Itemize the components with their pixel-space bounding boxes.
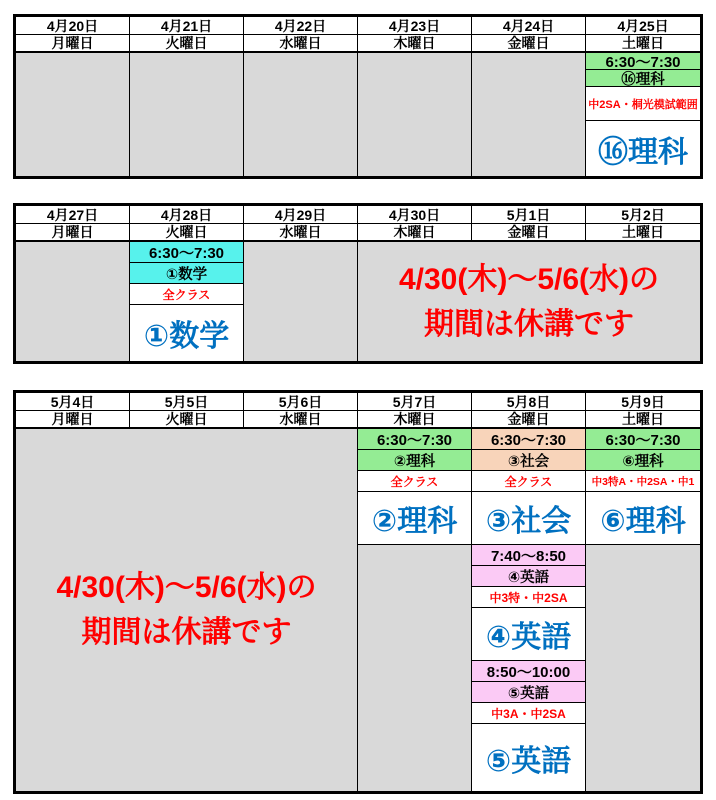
class-note-cell: 全クラス xyxy=(472,471,585,492)
class-note-cell: 全クラス xyxy=(358,471,471,492)
class-note-cell: 中2SA・桐光模試範囲 xyxy=(586,87,700,121)
weekday-row xyxy=(16,224,700,242)
week-table-3 xyxy=(13,390,703,794)
empty-remainder-cell xyxy=(358,545,471,791)
date-cell: 4月24日 xyxy=(472,17,586,35)
time-cell: 7:40〜8:50 xyxy=(472,545,585,566)
saturday-lesson-column xyxy=(586,53,700,176)
subject-large-cell: ④英語 xyxy=(472,608,585,661)
subject-cell: ⑯理科 xyxy=(586,70,700,87)
date-cell: 5月4日 xyxy=(16,393,130,411)
saturday-lesson-column xyxy=(586,429,700,791)
dow-cell: 月曜日 xyxy=(16,35,130,53)
friday-lesson-column xyxy=(472,429,586,791)
date-cell: 4月23日 xyxy=(358,17,472,35)
empty-day-column xyxy=(358,53,472,176)
date-cell: 4月21日 xyxy=(130,17,244,35)
empty-day-column xyxy=(244,53,358,176)
empty-day-column xyxy=(472,53,586,176)
subject-large-cell: ①数学 xyxy=(130,305,243,361)
date-cell: 4月29日 xyxy=(244,206,358,224)
empty-day-column xyxy=(16,53,130,176)
week-body xyxy=(16,53,700,176)
tuesday-lesson-column xyxy=(130,242,244,361)
date-cell: 4月28日 xyxy=(130,206,244,224)
date-row xyxy=(16,393,700,411)
week-table-1 xyxy=(13,14,703,179)
subject-cell: ③社会 xyxy=(472,450,585,471)
subject-cell: ①数学 xyxy=(130,263,243,284)
date-cell: 4月30日 xyxy=(358,206,472,224)
closure-notice xyxy=(16,429,358,791)
time-cell: 6:30〜7:30 xyxy=(130,242,243,263)
time-cell: 6:30〜7:30 xyxy=(358,429,471,450)
empty-day-column xyxy=(16,242,130,361)
empty-day-column xyxy=(244,242,358,361)
subject-cell: ⑤英語 xyxy=(472,682,585,703)
date-cell: 5月5日 xyxy=(130,393,244,411)
weekday-row xyxy=(16,35,700,53)
weekday-row xyxy=(16,411,700,429)
week-body xyxy=(16,429,700,791)
closure-notice-line2: 期間は休講です xyxy=(81,616,292,649)
dow-cell: 月曜日 xyxy=(16,224,130,242)
date-cell: 5月1日 xyxy=(472,206,586,224)
date-cell: 4月25日 xyxy=(586,17,700,35)
dow-cell: 金曜日 xyxy=(472,411,586,429)
dow-cell: 火曜日 xyxy=(130,411,244,429)
date-row xyxy=(16,206,700,224)
dow-cell: 水曜日 xyxy=(244,411,358,429)
dow-cell: 木曜日 xyxy=(358,224,472,242)
dow-cell: 土曜日 xyxy=(586,35,700,53)
subject-cell: ⑥理科 xyxy=(586,450,700,471)
time-cell: 6:30〜7:30 xyxy=(586,429,700,450)
dow-cell: 土曜日 xyxy=(586,411,700,429)
closure-notice-line1: 4/30(木)〜5/6(水)の xyxy=(398,262,660,296)
date-cell: 5月6日 xyxy=(244,393,358,411)
date-cell: 5月8日 xyxy=(472,393,586,411)
dow-cell: 月曜日 xyxy=(16,411,130,429)
subject-cell: ④英語 xyxy=(472,566,585,587)
empty-remainder-cell xyxy=(586,545,700,791)
subject-large-cell: ⑤英語 xyxy=(472,724,585,791)
time-cell: 6:30〜7:30 xyxy=(586,53,700,70)
subject-cell: ②理科 xyxy=(358,450,471,471)
dow-cell: 水曜日 xyxy=(244,224,358,242)
dow-cell: 水曜日 xyxy=(244,35,358,53)
time-cell: 8:50〜10:00 xyxy=(472,661,585,682)
time-cell: 6:30〜7:30 xyxy=(472,429,585,450)
date-cell: 4月20日 xyxy=(16,17,130,35)
dow-cell: 金曜日 xyxy=(472,224,586,242)
class-note-cell: 中3特・中2SA xyxy=(472,587,585,608)
date-row xyxy=(16,17,700,35)
subject-large-cell: ⑥理科 xyxy=(586,492,700,545)
dow-cell: 火曜日 xyxy=(130,224,244,242)
date-cell: 4月22日 xyxy=(244,17,358,35)
dow-cell: 火曜日 xyxy=(130,35,244,53)
class-note-cell: 全クラス xyxy=(130,284,243,305)
week-body xyxy=(16,242,700,361)
class-note-cell: 中3特A・中2SA・中1 xyxy=(586,471,700,492)
date-cell: 5月7日 xyxy=(358,393,472,411)
subject-large-cell: ③社会 xyxy=(472,492,585,545)
empty-day-column xyxy=(130,53,244,176)
closure-notice-line1: 4/30(木)〜5/6(水)の xyxy=(56,571,317,604)
dow-cell: 土曜日 xyxy=(586,224,700,242)
dow-cell: 木曜日 xyxy=(358,35,472,53)
closure-notice-line2: 期間は休講です xyxy=(424,307,634,341)
date-cell: 4月27日 xyxy=(16,206,130,224)
date-cell: 5月2日 xyxy=(586,206,700,224)
class-note-cell: 中3A・中2SA xyxy=(472,703,585,724)
week-table-2 xyxy=(13,203,703,364)
dow-cell: 金曜日 xyxy=(472,35,586,53)
date-cell: 5月9日 xyxy=(586,393,700,411)
thursday-lesson-column xyxy=(358,429,472,791)
subject-large-cell: ②理科 xyxy=(358,492,471,545)
subject-large-cell: ⑯理科 xyxy=(586,121,700,176)
closure-notice xyxy=(358,242,700,361)
dow-cell: 木曜日 xyxy=(358,411,472,429)
